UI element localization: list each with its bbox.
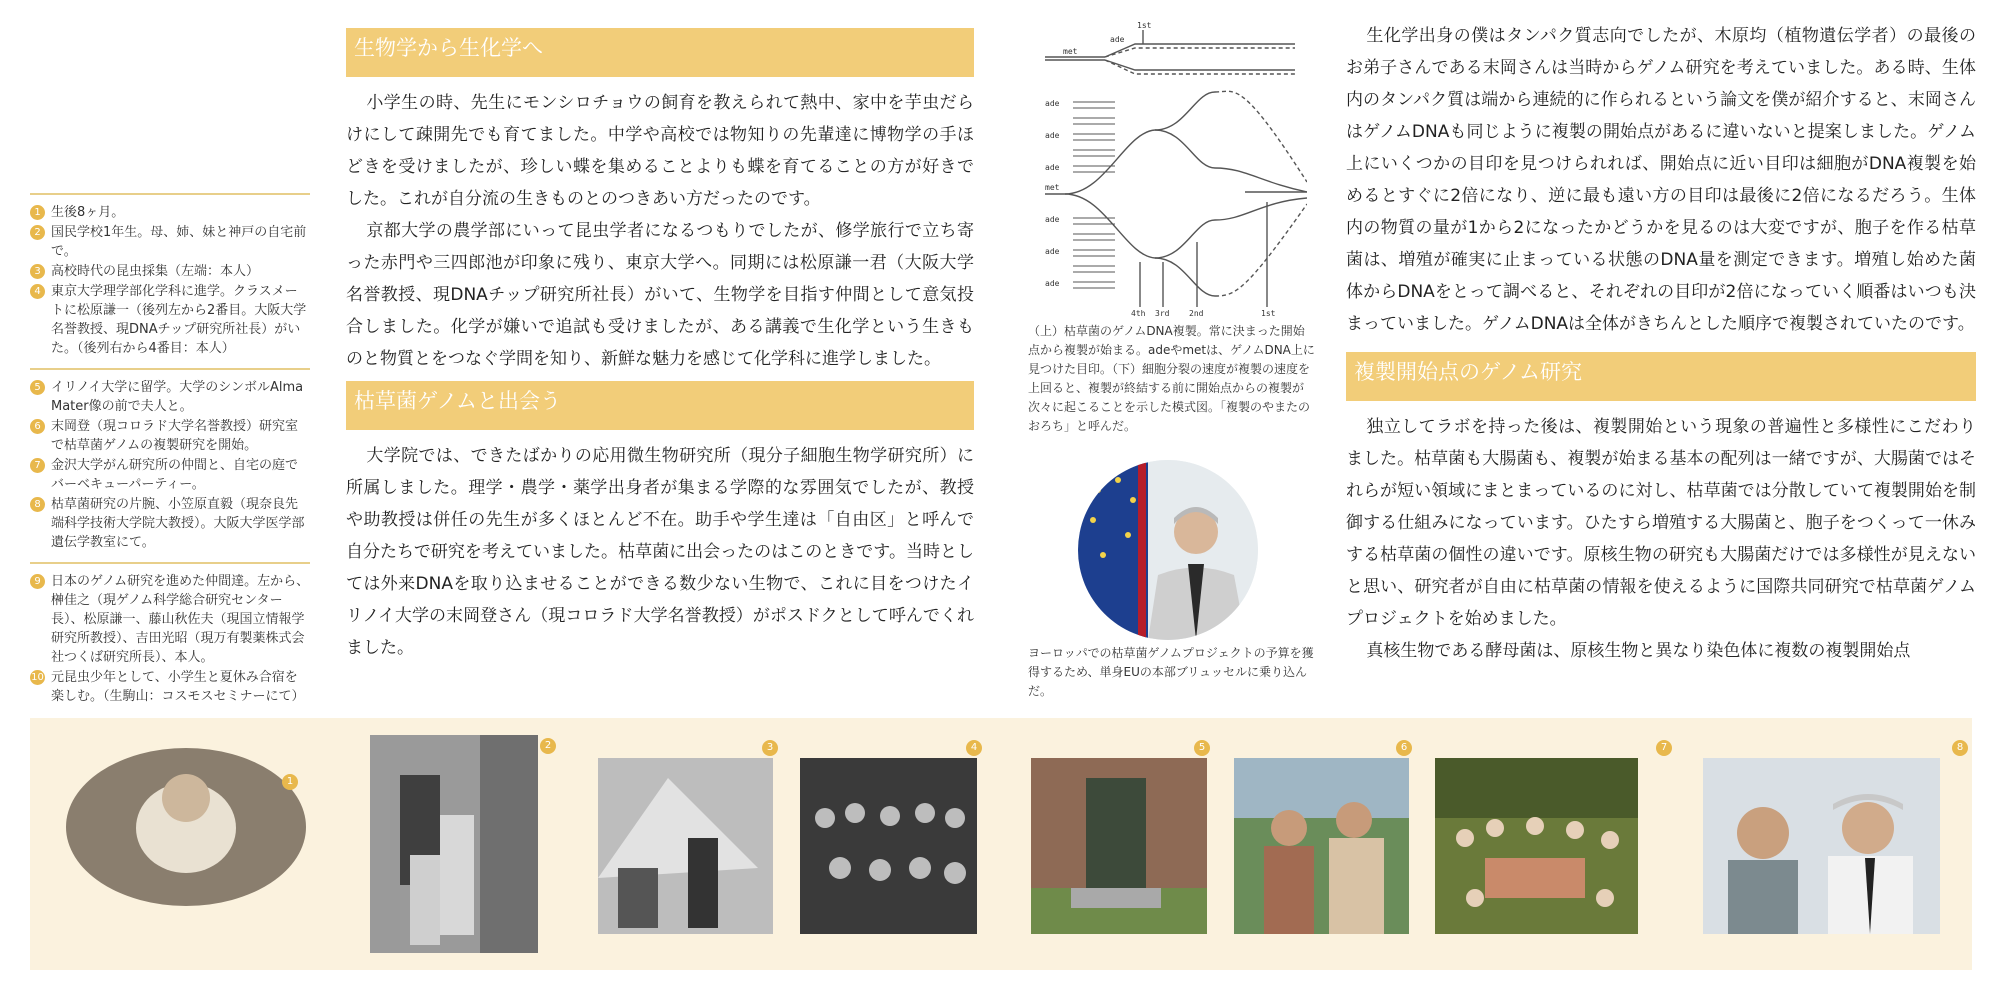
caption-text: 高校時代の昆虫採集（左端：本人） xyxy=(51,264,260,279)
caption-item xyxy=(30,456,310,494)
photo-number: 3 xyxy=(762,740,778,756)
photo-number: 6 xyxy=(1396,740,1412,756)
caption-text: 元昆虫少年として、小学生と夏休み合宿を楽しむ。（生駒山：コスモスセミナーにて） xyxy=(51,670,305,704)
photo-number: 1 xyxy=(282,774,298,790)
photo-classmates xyxy=(800,758,977,934)
caption-number: 3 xyxy=(30,264,45,279)
diagram-label-second: 2nd xyxy=(1189,309,1204,317)
paragraph: 大学院では、できたばかりの応用微生物研究所（現分子細胞生物学研究所）に所属しました。理学・農学・薬学出身者が集まる学際的な雰囲気でしたが、教授や助教授は併任の先生が多くほとんど不在。助手や学生達は「自由区」と呼んで自分たちで研究を考えていました。枯草菌に出会ったのはこのときです。当時としては外来DNAを取り込ませることができる数少ない生物で、これに目をつけたイリノイ大学の末岡登さん（現コロラド大学名誉教授）がポスドクとして呼んでくれました。 xyxy=(346,446,974,658)
paragraph: 真核生物である酵母菌は、原核生物と異なり染色体に複数の複製開始点 xyxy=(1366,641,1911,661)
photo-bbq-party xyxy=(1435,758,1638,934)
diagram-label-ade: ade xyxy=(1045,131,1060,140)
caption-text: 金沢大学がん研究所の仲間と、自宅の庭でバーベキューパーティー。 xyxy=(51,458,299,492)
diagram-label-third: 3rd xyxy=(1155,309,1170,317)
caption-number: 8 xyxy=(30,497,45,512)
paragraph: 生化学出身の僕はタンパク質志向でしたが、木原均（植物遺伝学者）の最後のお弟子さんである末岡さんは当時からゲノム研究を考えていました。ある時、生体内のタンパク質は端から連続的に作られるという論文を僕が紹介すると、末岡さんはゲノムDNAも同じように複製の開始点があるに違いないと提案しました。ゲノム上にいくつかの目印を見つけられれば、開始点に近い目印は細胞がDNA複製を始めるとすぐに2倍になり、逆に最も遠い方の目印は最後に2倍になるだろう。生体内の物質の量が1から2になったかどうかを見るのは大変ですが、胞子を作る枯草菌は、増殖が確実に止まっている状態のDNA量を測定できます。増殖し始めた菌体からDNAをとって調べると、それぞれの目印が2倍になっていく順番はいつも決まっていました。ゲノムDNAは全体がきちんとした順序で複製されていたのです。 xyxy=(1346,26,1976,334)
caption-item xyxy=(30,203,310,222)
caption-number: 1 xyxy=(30,205,45,220)
caption-number: 4 xyxy=(30,284,45,299)
paragraph: 小学生の時、先生にモンシロチョウの飼育を教えられて熱中、家中を芋虫だらけにして疎開先でも育てました。中学や高校では物知りの先輩達に博物学の手ほどきを受けましたが、珍しい蝶を集めることよりも蝶を育てることの方が好きでした。これが自分流の生きものとのつきあい方だったのです。 xyxy=(346,93,974,209)
photo-number: 5 xyxy=(1194,740,1210,756)
diagram-caption: （上）枯草菌のゲノムDNA複製。常に決まった開始点から複製が始まる。adeやmetは、ゲノムDNA上に見つけた目印。（下）細胞分裂の速度が複製の速度を上回ると、複製が終結する前に開始点からの複製が次々に起こることを示した模式図。「複製のやまたのおろち」と呼んだ。 xyxy=(1028,324,1315,433)
photo-number: 7 xyxy=(1656,740,1672,756)
diagram-label-ade: ade xyxy=(1045,163,1060,172)
photo-colleague xyxy=(1703,758,1940,934)
photo-strip xyxy=(30,718,1972,970)
replication-diagram xyxy=(1045,22,1307,317)
caption-item xyxy=(30,223,310,261)
paragraph: 京都大学の農学部にいって昆虫学者になるつもりでしたが、修学旅行で立ち寄った赤門や三四郎池が印象に残り、東京大学へ。同期には松原謙一君（大阪大学名誉教授、現DNAチップ研究所社長）がいて、生物学を目指す仲間として意気投合しました。化学が嫌いで追試も受けましたが、ある講義で生化学という生きものと物質とをつなぐ学問を知り、新鮮な魅力を感じて化学科に進学しました。 xyxy=(346,221,974,369)
caption-number: 5 xyxy=(30,380,45,395)
diagram-label-fourth: 4th xyxy=(1131,309,1146,317)
caption-number: 9 xyxy=(30,574,45,589)
caption-group-1 xyxy=(30,193,310,358)
caption-number: 7 xyxy=(30,458,45,473)
caption-text: 国民学校1年生。母、姉、妹と神戸の自宅前で。 xyxy=(51,225,307,259)
caption-item xyxy=(30,572,310,667)
diagram-label-met: met xyxy=(1063,47,1078,56)
diagram-label-ade: ade xyxy=(1110,35,1125,44)
diagram-label-ade: ade xyxy=(1045,279,1060,288)
photo-alma-mater xyxy=(1031,758,1207,934)
section-heading: 複製開始点のゲノム研究 xyxy=(1346,352,1976,401)
caption-text: 枯草菌研究の片腕、小笠原直毅（現奈良先端科学技術大学院大教授）。大阪大学医学部遺伝学教室にて。 xyxy=(51,497,305,550)
section-heading: 枯草菌ゲノムと出会う xyxy=(346,381,974,430)
photo-baby xyxy=(66,748,306,906)
photo-captions xyxy=(30,193,310,716)
diagram-label-first: 1st xyxy=(1261,309,1276,317)
caption-text: 東京大学理学部化学科に進学。クラスメートに松原謙一（後列左から2番目。大阪大学名誉教授、現DNAチップ研究所社長）がいた。（後列右から4番目：本人） xyxy=(51,284,307,356)
section-heading: 生物学から生化学へ xyxy=(346,28,974,77)
portrait-caption: ヨーロッパでの枯草菌ゲノムプロジェクトの予算を獲得するため、単身EUの本部ブリュッセルに乗り込んだ。 xyxy=(1028,646,1314,698)
article-column-3 xyxy=(1346,20,1976,667)
diagram-label-first: 1st xyxy=(1137,22,1152,30)
photo-family xyxy=(370,735,538,953)
photo-lab-start xyxy=(1234,758,1409,934)
photo-number: 2 xyxy=(540,738,556,754)
portrait-photo xyxy=(1078,460,1258,640)
caption-item xyxy=(30,378,310,416)
caption-text: イリノイ大学に留学。大学のシンボルAlma Mater像の前で夫人と。 xyxy=(51,380,304,414)
photo-insect-collecting xyxy=(598,758,773,934)
caption-item xyxy=(30,282,310,358)
caption-item xyxy=(30,262,310,281)
diagram-label-ade: ade xyxy=(1045,247,1060,256)
caption-item xyxy=(30,668,310,706)
caption-number: 2 xyxy=(30,225,45,240)
caption-item xyxy=(30,417,310,455)
caption-item xyxy=(30,495,310,552)
caption-number: 10 xyxy=(31,672,44,683)
caption-number: 6 xyxy=(30,419,45,434)
photo-number: 4 xyxy=(966,740,982,756)
caption-text: 末岡登（現コロラド大学名誉教授）研究室で枯草菌ゲノムの複製研究を開始。 xyxy=(51,419,299,453)
diagram-label-met: met xyxy=(1045,183,1060,192)
caption-group-2 xyxy=(30,368,310,552)
caption-group-3 xyxy=(30,562,310,706)
diagram-label-ade: ade xyxy=(1045,215,1060,224)
paragraph: 独立してラボを持った後は、複製開始という現象の普遍性と多様性にこだわりました。枯草菌も大腸菌も、複製が始まる基本の配列は一緒ですが、大腸菌ではそれらが短い領域にまとまっているのに対し、枯草菌では分散していて複製開始を制御する仕組みになっています。ひたすら増殖する大腸菌と、胞子をつくって一休みする枯草菌の個性の違いです。原核生物の研究も大腸菌だけでは多様性が見えないと思い、研究者が自由に枯草菌の情報を使えるように国際共同研究で枯草菌ゲノムプロジェクトを始めました。 xyxy=(1346,417,1976,629)
caption-text: 生後8ヶ月。 xyxy=(51,205,125,220)
article-column-1 xyxy=(346,28,974,664)
caption-text: 日本のゲノム研究を進めた仲間達。左から、榊佳之（現ゲノム科学総合研究センター長）、松原謙一、藤山秋佐夫（現国立情報学研究所教授）、吉田光昭（現万有製薬株式会社つくば研究所長）、本人。 xyxy=(51,574,310,665)
photo-number: 8 xyxy=(1952,740,1968,756)
diagram-label-ade: ade xyxy=(1045,99,1060,108)
